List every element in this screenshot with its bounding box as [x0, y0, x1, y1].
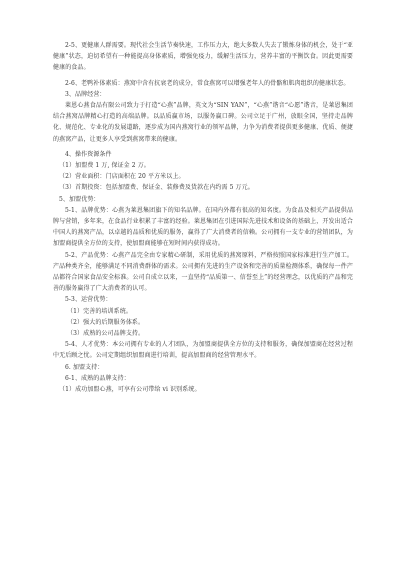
- paragraph: （1）完善的培训系统。: [67, 307, 132, 315]
- paragraph: 5-4、人才优势：本公司拥有专业的人才团队，为加盟商提供全方位的支持和服务，确保加盟商在经营过程中无后顾之忧。公司定期组织加盟商进行培训，提高加盟商的经营管理水平。: [53, 341, 353, 360]
- paragraph: （2）强大的后期服务体系。: [67, 318, 145, 326]
- paragraph: 4、操作资源条件: [65, 150, 112, 158]
- paragraph: 2-5、更健康人群需要。现代社会生活节奏快速，工作压力大，绝大多数人失去了锻炼身体的机会，处于“亚健康”状态，迫切希望有一种能提高身体素质，增强免疫力，缓解生活压力，营养丰富的平衡饮食。因此更需要健康的食品。: [53, 42, 353, 72]
- paragraph: 3、品牌经营：: [65, 90, 106, 98]
- paragraph: （3）成熟的公司品牌支持。: [67, 330, 145, 338]
- paragraph: 6. 加盟支持：: [65, 363, 104, 371]
- paragraph: 莱恩心燕食品有限公司致力于打造“心燕”品牌，英文为“SIN YAN”，“心燕”谐音“心愿”谐音，是莱恩集团结合燕窝品牌精心打造的高端品牌。以品质赢市场，以服务赢口碑。公司立足于广州，放眼全国，坚持走品牌化、规范化、专业化的发展道路，逐步成为国内燕窝行业的领军品牌，力争为消费者提供更多健康、优质、便捷的燕窝产品，让更多人享受到燕窝带来的健康。: [53, 102, 353, 143]
- paragraph: （1）加盟费 1 万, 保证金 2 万。: [59, 162, 150, 170]
- paragraph: 6-1、成熟的品牌支持：: [65, 374, 130, 382]
- paragraph: 5-1、品牌优势：心燕为莱恩集团旗下的知名品牌。在国内外都有很高的知名度。为食品及相关产品提供品牌与营销，多年来，在食品行业积累了丰富的经验。莱恩集团在引进国际先进技术和设备的基础上，开发出适合中国人的燕窝产品，以卓越的品质和优质的服务，赢得了广大消费者的信赖。公司拥有一支专业的营销团队，为加盟商提供全方位的支持，使加盟商能够在短时间内获得成功。: [53, 206, 353, 248]
- paragraph: （1）成功加盟心燕，可享有公司带给 vi 识别系统。: [59, 386, 201, 394]
- paragraph: 5-2、产品优势：心燕产品完全由专家精心研制，采用优质的燕窝原料，严格按照国家标准进行生产加工。产品种类齐全，能够满足不同消费群体的需求。公司拥有先进的生产设备和完善的质量检测体系，确保每一件产品都符合国家食品安全标准。公司自成立以来，一直坚持“品质第一、信誉至上”的经营理念，以优质的产品和完善的服务赢得了广大消费者的认可。: [53, 251, 353, 293]
- paragraph: （3）首期投资：包括加盟费、保证金、装修费及货款在内约需 5 万元。: [59, 184, 254, 192]
- paragraph: 5-3、运营优势：: [65, 296, 112, 304]
- paragraph: 2-6、老鸭补体素质：燕窝中含有抗衰老的成分，常食燕窝可以增强老年人的骨骼和肌肉组织的健康状态。: [65, 79, 350, 87]
- paragraph: 5、加盟优势：: [59, 195, 100, 203]
- paragraph: （2）营业面积：门店面积在 20 平方米以上。: [59, 173, 185, 181]
